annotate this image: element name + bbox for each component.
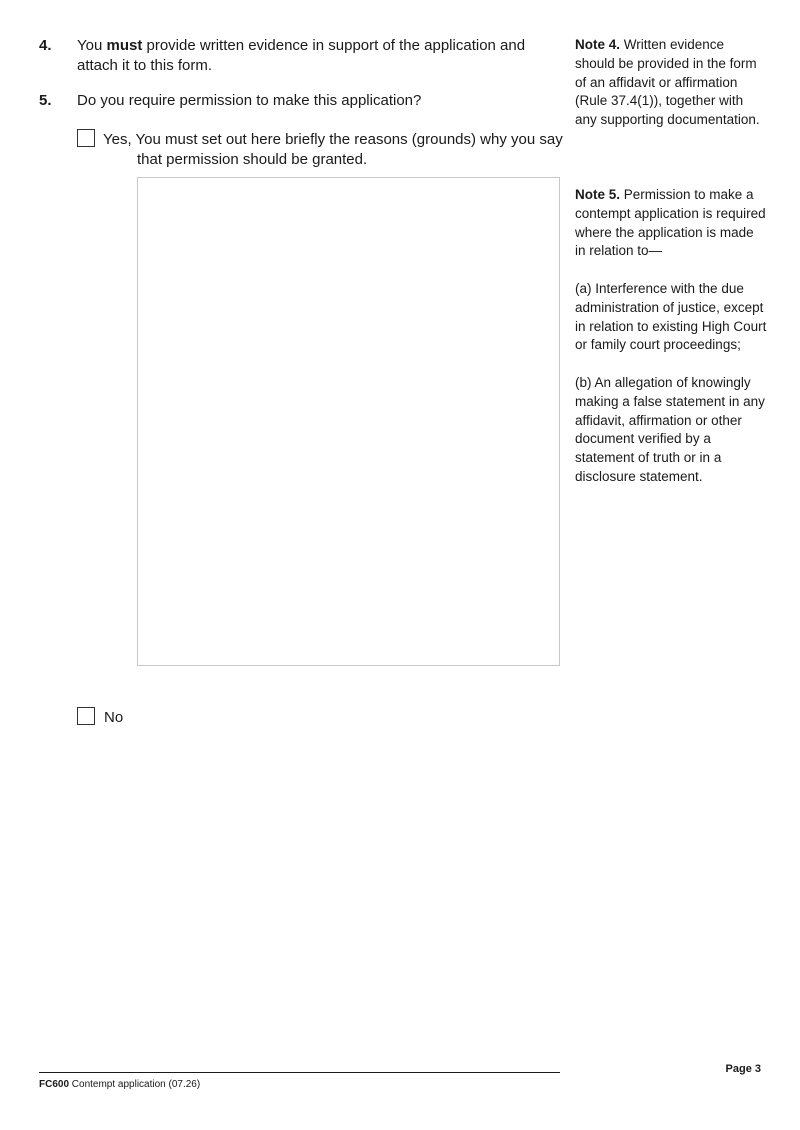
question-4-text-start: You <box>77 37 107 54</box>
question-4-text <box>77 36 547 76</box>
note-5 <box>575 186 767 506</box>
note-5-item-a: (a) Interference with the due administration of justice, except in relation to existing High Court or family court proceedings; <box>575 280 767 353</box>
question-4-number: 4. <box>39 37 52 54</box>
question-4-text-end: provide written evidence in support of the application and attach it to this form. <box>77 37 526 74</box>
no-checkbox[interactable] <box>77 707 95 725</box>
no-label: No <box>104 709 124 726</box>
note-5-heading: Note 5. <box>575 187 621 202</box>
note-5-item-b: (b) An allegation of knowingly making a false statement in any affidavit, affirmation or other document verified by a statement of truth or in a disclosure statement. <box>575 374 765 484</box>
note-4 <box>575 36 767 130</box>
grounds-textarea[interactable] <box>137 177 560 666</box>
note-5-text: Permission to make a contempt application is required where the application is made in relation to— <box>575 187 766 259</box>
form-title: Contempt application (07.26) <box>69 1079 201 1090</box>
form-code: FC600 <box>39 1079 70 1090</box>
yes-checkbox[interactable] <box>77 129 95 147</box>
page-number: Page 3 <box>725 1063 761 1075</box>
note-4-heading: Note 4. <box>575 37 621 52</box>
note-5-intro <box>575 186 767 261</box>
note-4-text: Written evidence should be provided in the form of an affidavit or affirmation (Rule 37.4(1)), together with any supporting documentation. <box>575 37 760 128</box>
question-5-text: Do you require permission to make this application? <box>77 92 422 109</box>
question-5-number: 5. <box>39 92 52 109</box>
yes-label: Yes, You must set out here briefly the reasons (grounds) why you say that permission should be granted. <box>103 131 563 168</box>
question-4-emphasis: must <box>106 37 143 54</box>
footer-divider <box>39 1072 560 1073</box>
footer-form-id <box>39 1078 200 1092</box>
